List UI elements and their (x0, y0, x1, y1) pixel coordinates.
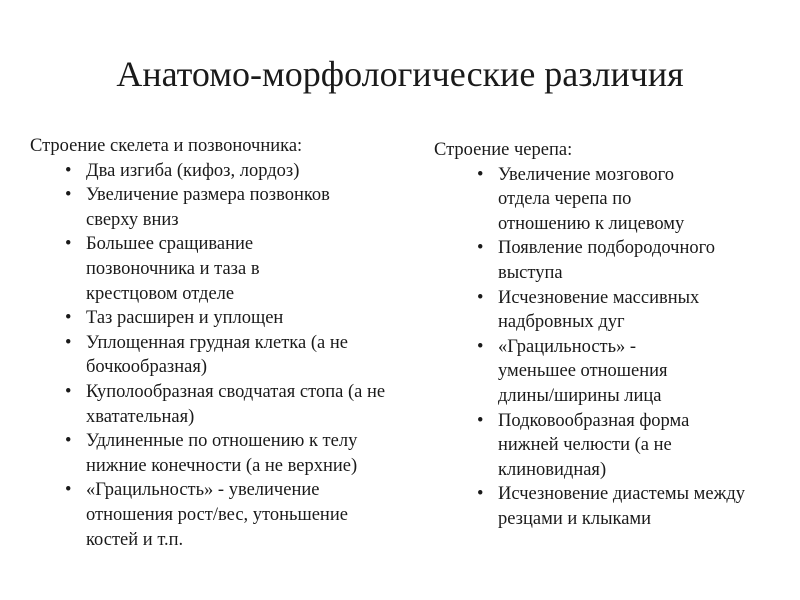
skeleton-item-fusion: • Большее сращивание позвоночника и таза в крестцовом отделе (60, 232, 326, 306)
skeleton-heading: Строение скелета и позвоночника: (30, 136, 303, 156)
skeleton-column (30, 134, 410, 552)
skull-item-diastema: • Исчезновение диастемы между резцами и клыками (472, 482, 778, 531)
skeleton-item-foot: • Куполообразная сводчатая стопа (а не хватательная) (60, 380, 396, 429)
skeleton-item-pelvis: • Таз расширен и уплощен (60, 306, 356, 331)
skull-item-gracility: • «Грацильность» - уменьшее отношения длины/ширины лица (472, 335, 713, 409)
skull-list (434, 163, 784, 532)
skeleton-item-curves: • Два изгиба (кифоз, лордоз) (60, 159, 356, 184)
skull-column (434, 138, 784, 532)
skeleton-item-limbs: • Удлиненные по отношению к телу нижние конечности (а не верхние) (60, 429, 376, 478)
skeleton-list (30, 159, 410, 553)
skeleton-item-ribcage: • Уплощенная грудная клетка (а не бочкообразная) (60, 331, 376, 380)
skeleton-item-vertebrae-size: • Увеличение размера позвонков сверху вниз (60, 183, 386, 232)
skull-item-jaw: • Подковообразная форма нижней челюсти (а не клиновидная) (472, 409, 738, 483)
slide-title: Анатомо-морфологические различия (116, 54, 684, 94)
skull-item-chin: • Появление подбородочного выступа (472, 236, 723, 285)
skull-heading: Строение черепа: (434, 140, 573, 160)
skull-item-brow-ridges: • Исчезновение массивных надбровных дуг (472, 286, 748, 335)
skull-item-brain-case: • Увеличение мозгового отдела черепа по отношению к лицевому (472, 163, 723, 237)
skeleton-item-gracility: • «Грацильность» - увеличение отношения рост/вес, утоньшение костей и т.п. (60, 478, 371, 552)
